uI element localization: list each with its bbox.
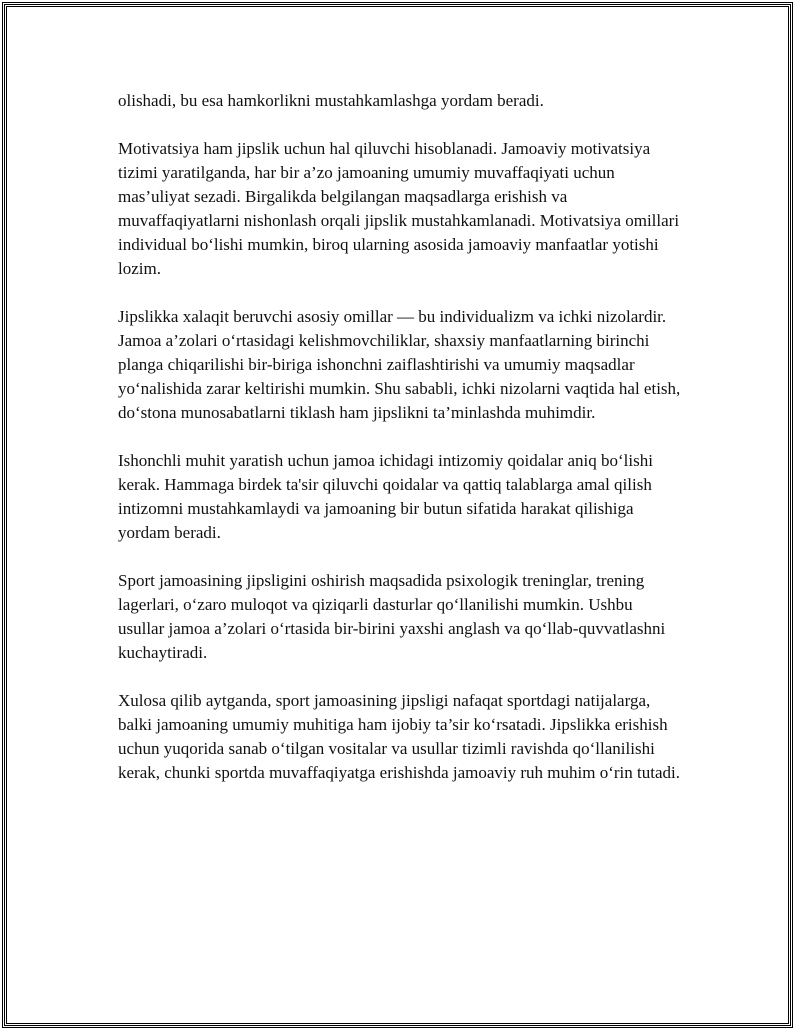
paragraph-5: Sport jamoasining jipsligini oshirish maqsadida psixologik treninglar, trening lagerlari, o‘zaro muloqot va qiziqarli dasturlar qo‘llanilishi mumkin. Ushbu usullar jamoa a’zolari o‘rtasida bir-birini yaxshi anglash va qo‘llab-quvvatlashni kuchaytiradi. [118, 571, 666, 662]
paragraph-6: Xulosa qilib aytganda, sport jamoasining jipsligi nafaqat sportdagi natijalarga, balki jamoaning umumiy muhitiga ham ijobiy ta’sir ko‘rsatadi. Jipslikka erishish uchun yuqorida sanab o‘tilgan vositalar va usullar tizimli ravishda qo‘llanilishi kerak, chunki sportda muvaffaqiyatga erishishda jamoaviy ruh muhim o‘rin tutadi. [118, 691, 680, 782]
document-body [118, 89, 683, 809]
paragraph-2: Motivatsiya ham jipslik uchun hal qiluvchi hisoblanadi. Jamoaviy motivatsiya tizimi yaratilganda, har bir a’zo jamoaning umumiy muvaffaqiyati uchun mas’uliyat sezadi. Birgalikda belgilangan maqsadlarga erishish va muvaffaqiyatlarni nishonlash orqali jipslik mustahkamlanadi. Motivatsiya omillari individual bo‘lishi mumkin, biroq ularning asosida jamoaviy manfaatlar yotishi lozim. [118, 139, 680, 278]
paragraph-3: Jipslikka xalaqit beruvchi asosiy omillar — bu individualizm va ichki nizolardir. Jamoa a’zolari o‘rtasidagi kelishmovchiliklar, shaxsiy manfaatlarning birinchi planga chiqarilishi bir-biriga ishonchni zaiflashtirishi va umumiy maqsadlar yo‘nalishida zarar keltirishi mumkin. Shu sababli, ichki nizolarni vaqtida hal etish, do‘stona munosabatlarni tiklash ham jipslikni ta’minlashda muhimdir. [118, 307, 681, 422]
paragraph-1: olishadi, bu esa hamkorlikni mustahkamlashga yordam beradi. [118, 91, 544, 110]
paragraph-4: Ishonchli muhit yaratish uchun jamoa ichidagi intizomiy qoidalar aniq bo‘lishi kerak. Hammaga birdek ta'sir qiluvchi qoidalar va qattiq talablarga amal qilish intizomni mustahkamlaydi va jamoaning bir butun sifatida harakat qilishiga yordam beradi. [118, 451, 653, 542]
